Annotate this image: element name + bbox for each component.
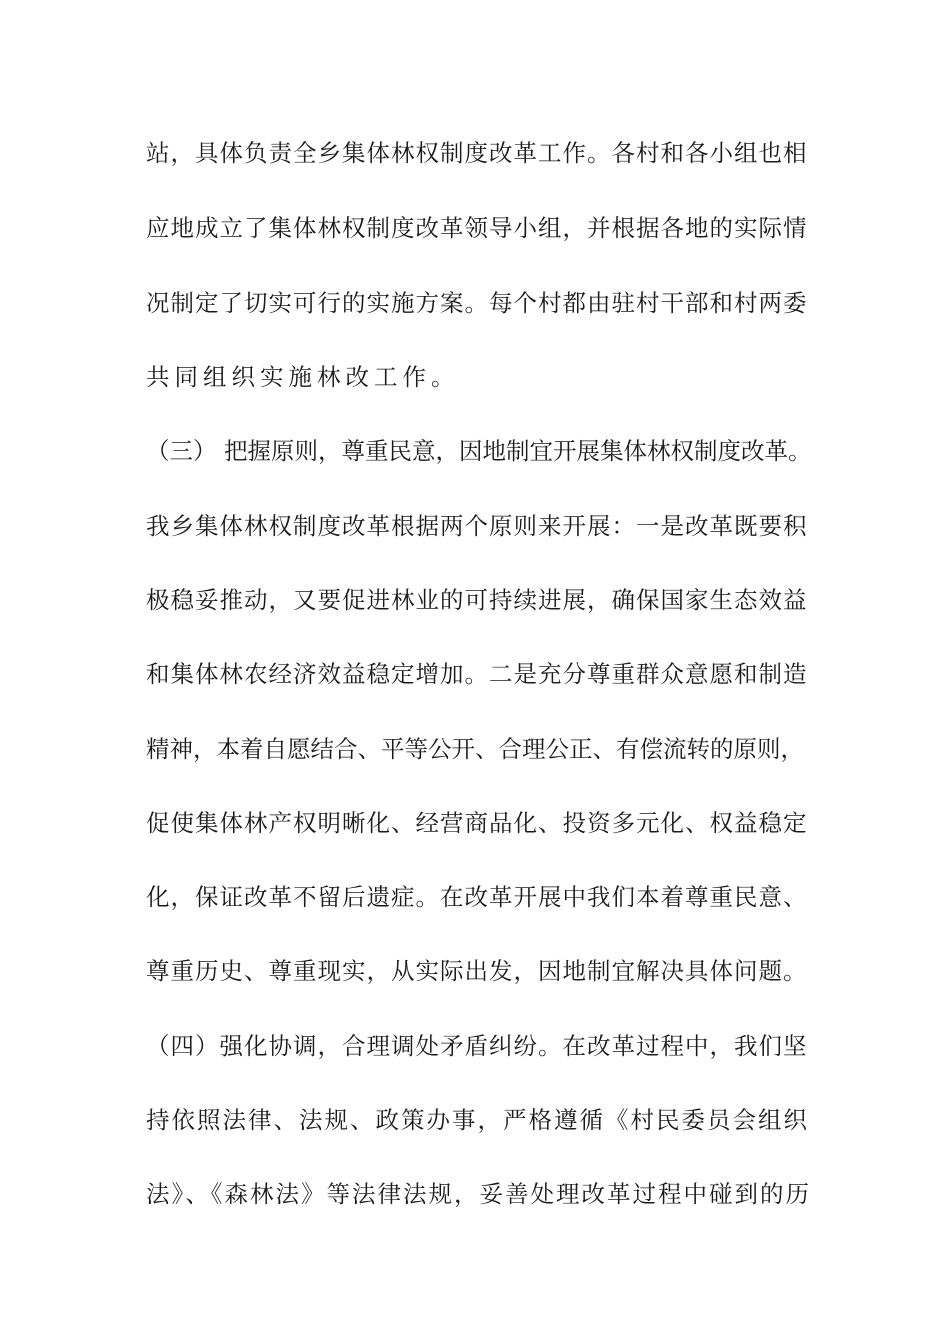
text-line: 况制定了切实可行的实施方案。每个村都由驻村干部和村两委 [146,289,808,317]
text-line: 精神，本着自愿结合、平等公开、合理公正、有偿流转的原则， [146,735,804,763]
text-line: 极稳妥推动，又要促进林业的可持续进展，确保国家生态效益 [146,586,808,614]
text-line: 我乡集体林权制度改革根据两个原则来开展：一是改革既要积 [146,512,808,540]
text-line: 站，具体负责全乡集体林权制度改革工作。各村和各小组也相 [146,139,808,167]
text-line: 促使集体林产权明晰化、经营商品化、投资多元化、权益稳定 [146,809,808,837]
text-line: 共同组织实施林改工作。 [146,363,460,391]
section-heading-4: （四）强化协调，合理调处矛盾纠纷。在改革过程中，我们坚 [146,1032,808,1060]
section-heading-3: （三） 把握原则，尊重民意，因地制宜开展集体林权制度改革。 [146,437,812,465]
text-line: 和集体林农经济效益稳定增加。二是充分尊重群众意愿和制造 [146,660,808,688]
text-line: 持依照法律、法规、政策办事，严格遵循《村民委员会组织 [146,1106,809,1134]
text-line: 法》、《森林法》等法律法规，妥善处理改革过程中碰到的历 [146,1180,811,1208]
text-line: 化，保证改革不留后遗症。在改革开展中我们本着尊重民意、 [146,883,808,911]
text-line: 应地成立了集体林权制度改革领导小组，并根据各地的实际情 [146,214,808,242]
text-line: 尊重历史、尊重现实，从实际出发，因地制宜解决具体问题。 [146,957,808,985]
